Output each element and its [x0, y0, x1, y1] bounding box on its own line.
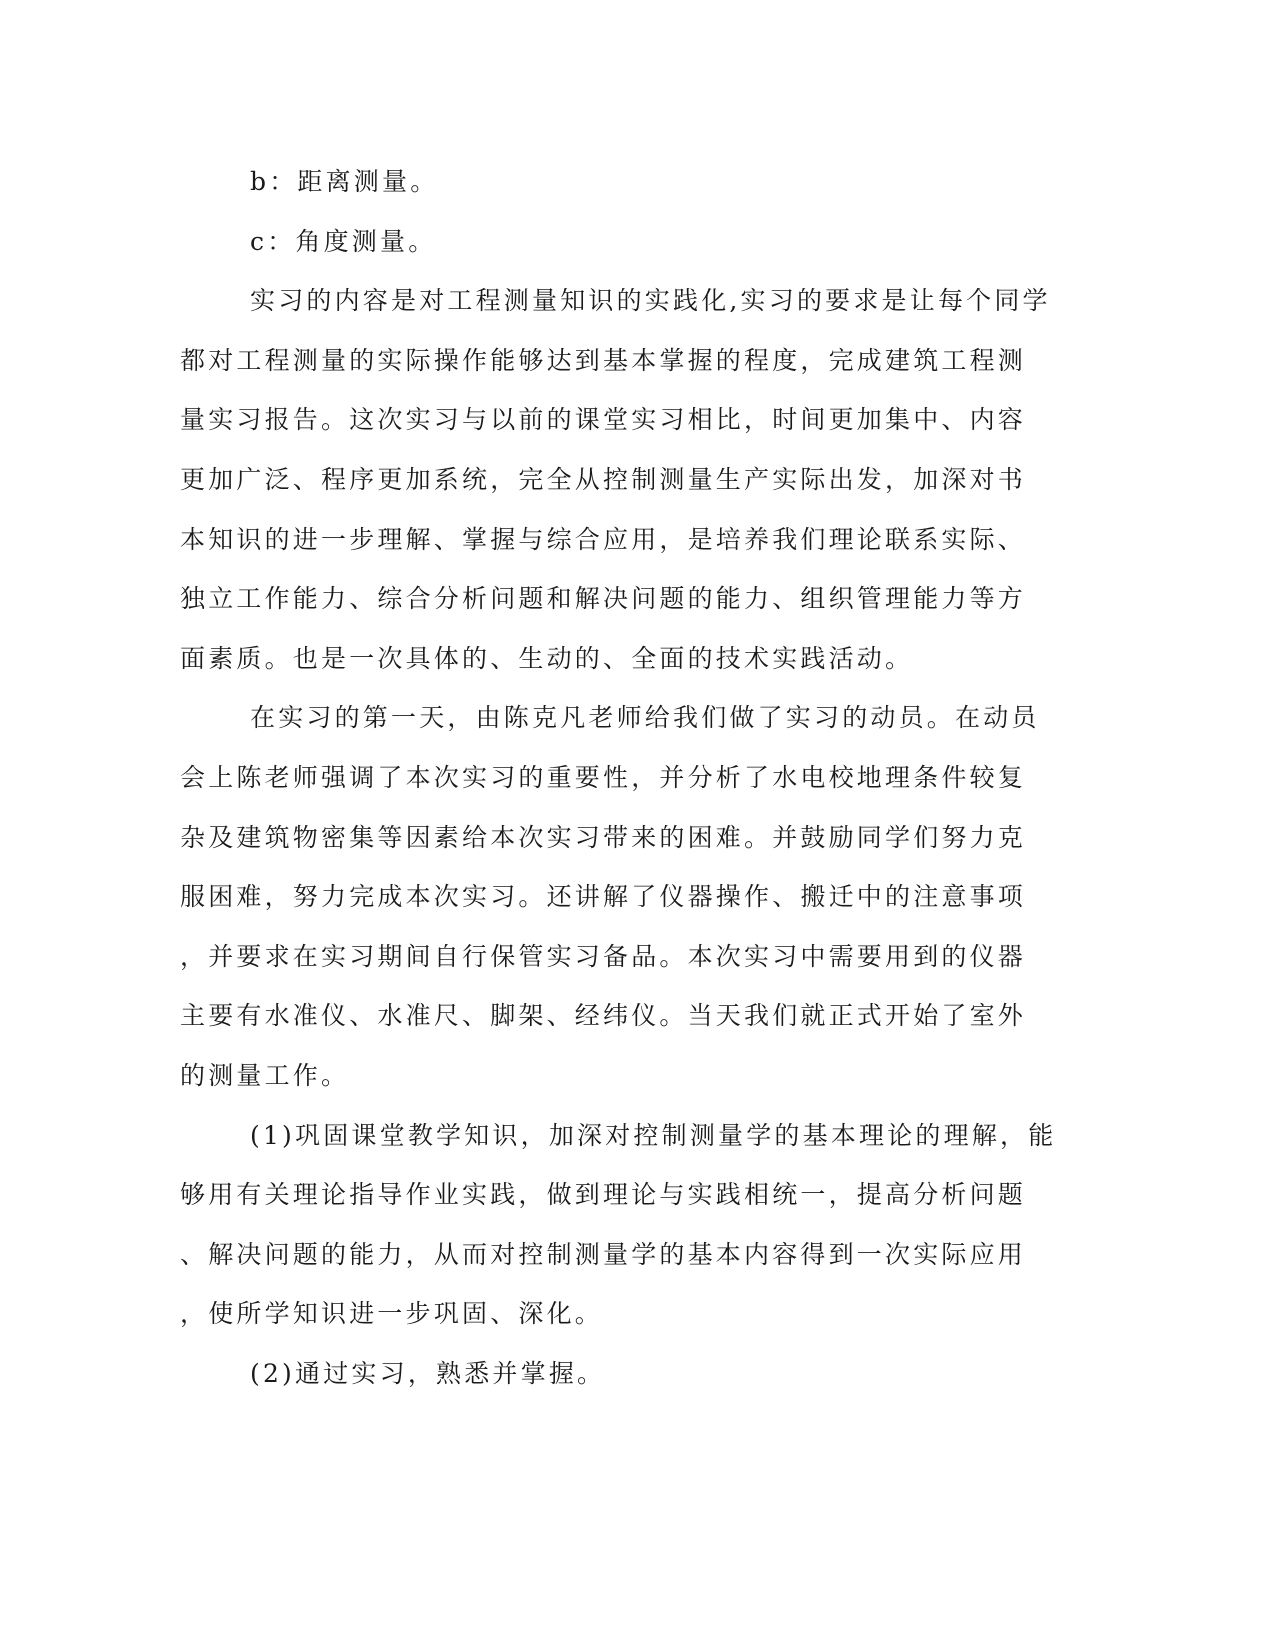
paragraph-line: 会上陈老师强调了本次实习的重要性，并分析了水电校地理条件较复: [180, 762, 1027, 792]
paragraph-line: 都对工程测量的实际操作能够达到基本掌握的程度，完成建筑工程测: [180, 345, 1027, 375]
paragraph-line: 在实习的第一天，由陈克凡老师给我们做了实习的动员。在动员: [250, 703, 1040, 733]
paragraph-line: ，使所学知识进一步巩固、深化。: [180, 1299, 604, 1329]
paragraph-first-day: [180, 688, 1040, 1105]
paragraph-line: 更加广泛、程序更加系统，完全从控制测量生产实际出发，加深对书: [180, 464, 1027, 494]
paragraph-line: ，并要求在实习期间自行保管实习备品。本次实习中需要用到的仪器: [180, 941, 1027, 971]
paragraph-line: 主要有水准仪、水准尺、脚架、经纬仪。当天我们就正式开始了室外: [180, 1001, 1027, 1031]
paragraph-line: 面素质。也是一次具体的、生动的、全面的技术实践活动。: [180, 643, 914, 673]
paragraph-line: 的测量工作。: [180, 1060, 350, 1090]
paragraph-objective-2: (2)通过实习，熟悉并掌握。: [250, 1358, 606, 1388]
paragraph-line: 服困难，努力完成本次实习。还讲解了仪器操作、搬迁中的注意事项: [180, 882, 1027, 912]
paragraph-line: (1)巩固课堂教学知识，加深对控制测量学的基本理论的理解，能: [250, 1120, 1057, 1150]
document-page: [180, 152, 1057, 1403]
paragraph-line: 杂及建筑物密集等因素给本次实习带来的困难。并鼓励同学们努力克: [180, 822, 1027, 852]
paragraph-line: 量实习报告。这次实习与以前的课堂实习相比，时间更加集中、内容: [180, 405, 1027, 435]
paragraph-line: 本知识的进一步理解、掌握与综合应用，是培养我们理论联系实际、: [180, 524, 1027, 554]
paragraph-line: 、解决问题的能力，从而对控制测量学的基本内容得到一次实际应用: [180, 1239, 1027, 1269]
item-b-distance-measurement: b：距离测量。: [250, 167, 439, 196]
paragraph-objective-1: [180, 1106, 1057, 1344]
paragraph-line: 够用有关理论指导作业实践，做到理论与实践相统一，提高分析问题: [180, 1180, 1027, 1210]
paragraph-line: 实习的内容是对工程测量知识的实践化,实习的要求是让每个同学: [250, 286, 1051, 316]
item-c-angle-measurement: c：角度测量。: [250, 226, 437, 256]
paragraph-line: 独立工作能力、综合分析问题和解决问题的能力、组织管理能力等方: [180, 584, 1027, 614]
paragraph-internship-content: [180, 271, 1051, 688]
